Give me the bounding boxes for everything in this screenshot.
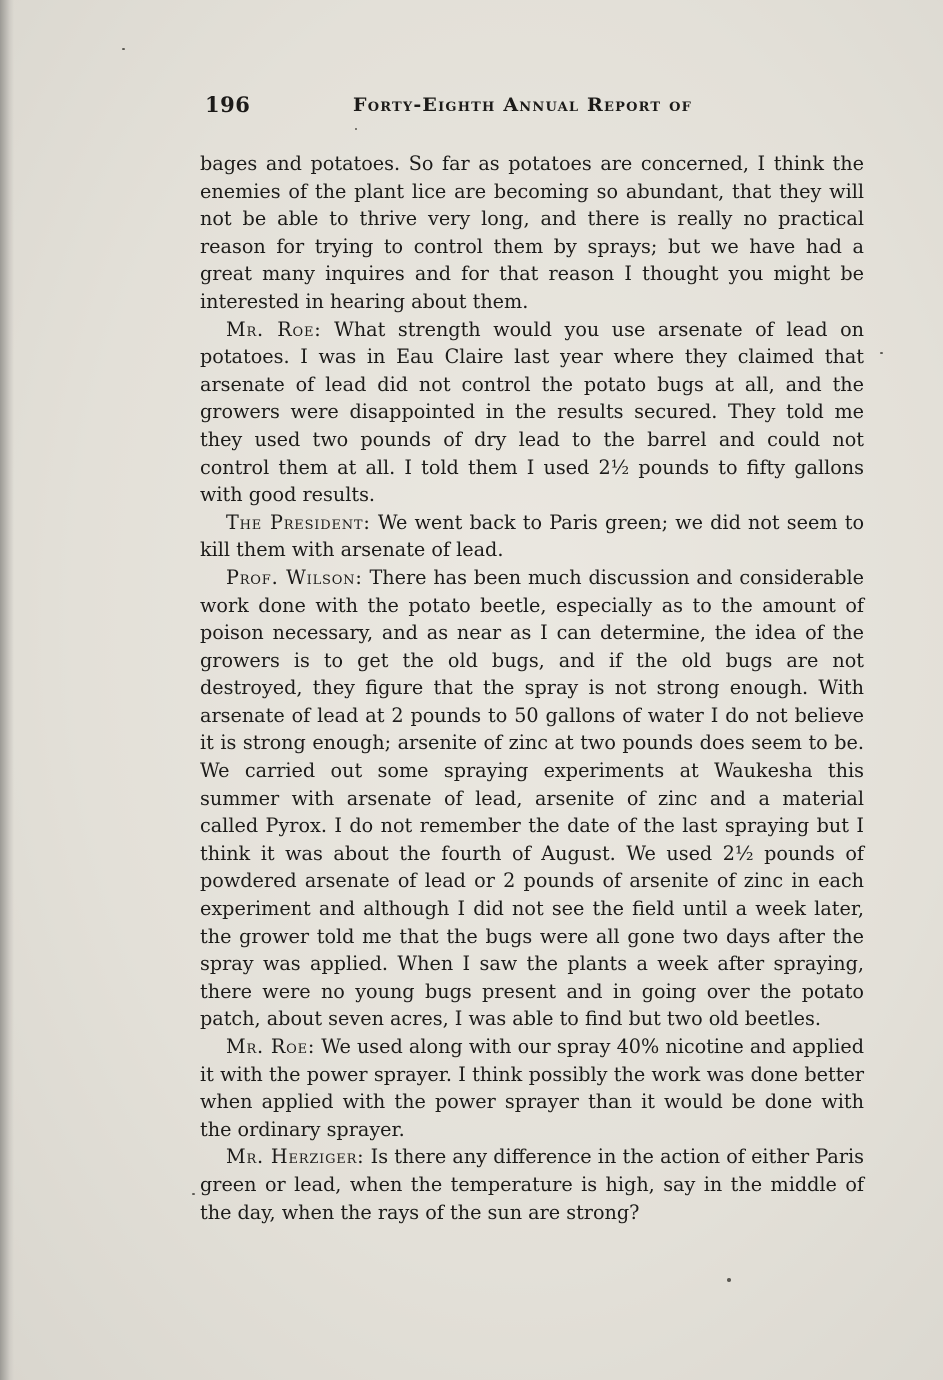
page-number: 196 <box>205 92 251 117</box>
paragraph-text: We used along with our spray 40% nicotine and applied it with the power sprayer. I think possibly the work was done better when applied with the power sprayer than it would be done with the ordinary sprayer. <box>200 1035 864 1141</box>
paragraph <box>200 1143 864 1226</box>
scan-speck <box>192 1193 195 1195</box>
paragraph-text: bages and potatoes. So far as potatoes are concerned, I think the enemies of the plant lice are becoming so abundant, that they will not be able to thrive very long, and there is really no practical reason for trying to control them by sprays; but we have had a great many inquires and for that reason I thought you might be interested in hearing about them. <box>200 152 864 313</box>
binding-shadow <box>0 0 14 1380</box>
scan-speck <box>727 1278 731 1282</box>
paragraph <box>200 150 864 316</box>
scan-speck <box>355 128 357 130</box>
scan-speck <box>880 352 883 354</box>
paragraph <box>200 509 864 564</box>
paragraph <box>200 564 864 1033</box>
speaker-name: Mr. Herziger: <box>226 1145 365 1169</box>
page-header <box>205 92 725 122</box>
paragraph <box>200 316 864 509</box>
paragraph-text: Is there any difference in the action of either Paris green or lead, when the temperature is high, say in the middle of the day, when the rays of the sun are strong? <box>200 1145 864 1224</box>
speaker-name: The President: <box>226 510 371 534</box>
paragraph-text: What strength would you use arsenate of lead on potatoes. I was in Eau Claire last year where they claimed that arsenate of lead did not control the potato bugs at all, and the growers were disappointed in the results secured. They told me they used two pounds of dry lead to the barrel and could not control them at all. I told them I used 2½ pounds to fifty gallons with good results. <box>200 317 864 507</box>
paragraph-text: We went back to Paris green; we did not seem to kill them with arsenate of lead. <box>200 510 864 562</box>
speaker-name: Mr. Roe: <box>226 317 322 341</box>
speaker-name: Prof. Wilson: <box>226 565 363 589</box>
body-text <box>200 150 864 1226</box>
speaker-name: Mr. Roe: <box>226 1035 316 1058</box>
running-head: Forty-Eighth Annual Report of <box>353 94 693 116</box>
scan-speck <box>122 48 125 50</box>
paragraph <box>200 1033 864 1143</box>
paragraph-text: There has been much discussion and considerable work done with the potato beetle, especially as to the amount of poison necessary, and as near as I can determine, the idea of the growers is to get the old bugs, and if the old bugs are not destroyed, they figure that the spray is not strong enough. With arsenate of lead at 2 pounds to 50 gallons of water I do not believe it is strong enough; arsenite of zinc at two pounds does seem to be. We carried out some spraying experiments at Waukesha this summer with arsenate of lead, arsenite of zinc and a material called Pyrox. I do not remember the date of the last spraying but I think it was about the fourth of August. We used 2½ pounds of powdered arsenate of lead or 2 pounds of arsenite of zinc in each experiment and although I did not see the field until a week later, the grower told me that the bugs were all gone two days after the spray was applied. When I saw the plants a week after spraying, there were no young bugs present and in going over the potato patch, about seven acres, I was able to find but two old beetles. <box>200 565 864 1031</box>
